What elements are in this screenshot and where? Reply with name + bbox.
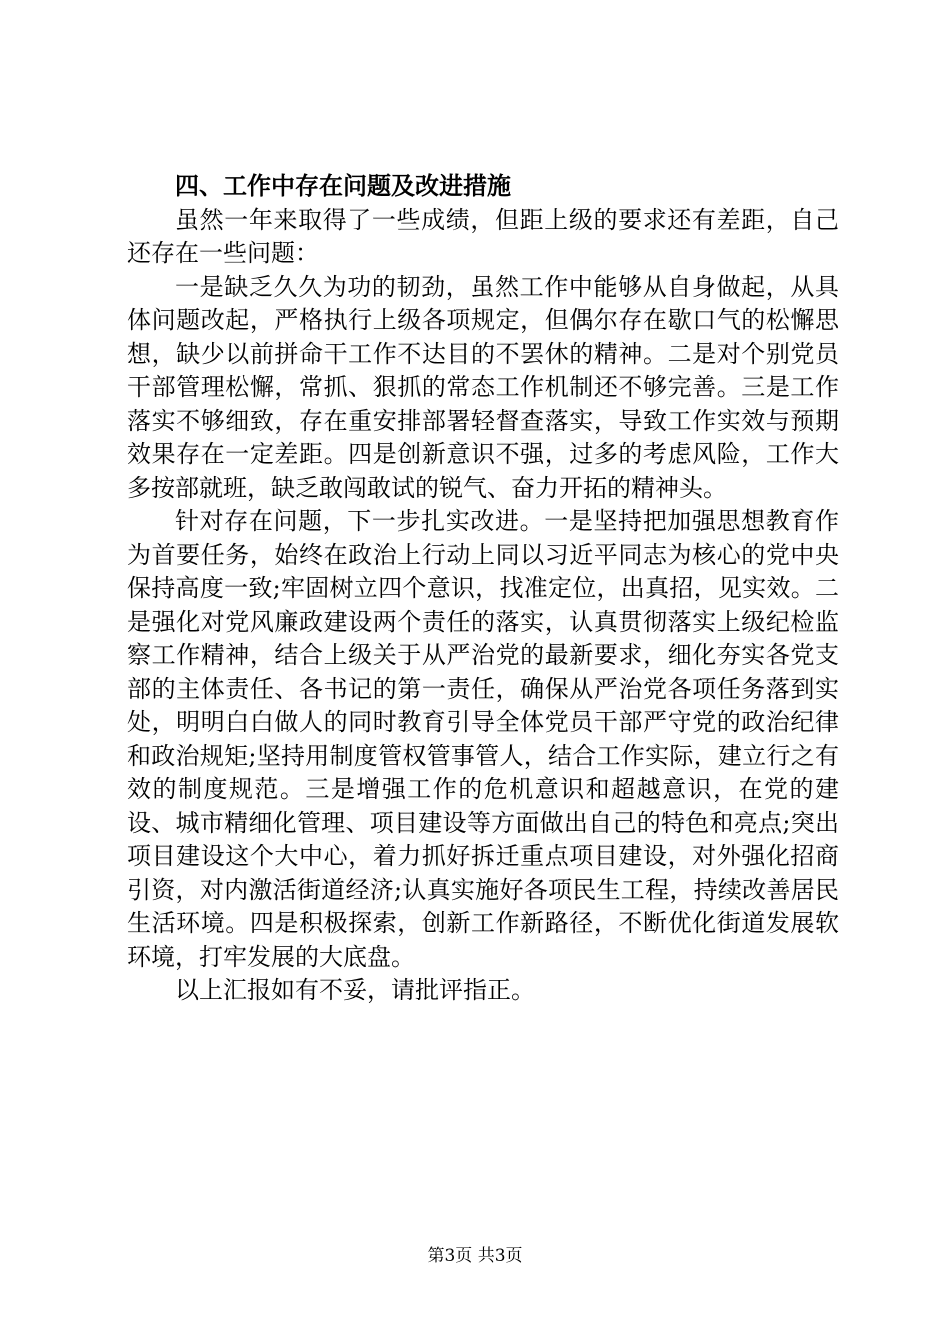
intro-paragraph: 虽然一年来取得了一些成绩，但距上级的要求还有差距，自己还存在一些问题： <box>127 205 839 267</box>
section-heading: 四、工作中存在问题及改进措施 <box>175 172 511 200</box>
improvements-paragraph: 针对存在问题，下一步扎实改进。一是坚持把加强思想教育作为首要任务，始终在政治上行动上同以习近平同志为核心的党中央保持高度一致;牢固树立四个意识，找准定位，出真招，见实效。二是强化对党风廉政建设两个责任的落实，认真贯彻落实上级纪检监察工作精神，结合上级关于从严治党的最新要求，细化夯实各党支部的主体责任、各书记的第一责任，确保从严治党各项任务落到实处，明明白白做人的同时教育引导全体党员干部严守党的政治纪律和政治规矩;坚持用制度管权管事管人，结合工作实际，建立行之有效的制度规范。三是增强工作的危机意识和超越意识，在党的建设、城市精细化管理、项目建设等方面做出自己的特色和亮点;突出项目建设这个大中心，着力抓好拆迁重点项目建设，对外强化招商引资，对内激活街道经济;认真实施好各项民生工程，持续改善居民生活环境。四是积极探索，创新工作新路径，不断优化街道发展软环境，打牢发展的大底盘。 <box>127 507 839 971</box>
closing-paragraph: 以上汇报如有不妥，请批评指正。 <box>175 976 535 1004</box>
page-number-footer: 第3页 共3页 <box>427 1246 523 1266</box>
problems-paragraph: 一是缺乏久久为功的韧劲，虽然工作中能够从自身做起，从具体问题改起，严格执行上级各项规定，但偶尔存在歇口气的松懈思想，缺少以前拼命干工作不达目的不罢休的精神。二是对个别党员干部管理松懈，常抓、狠抓的常态工作机制还不够完善。三是工作落实不够细致，存在重安排部署轻督查落实，导致工作实效与预期效果存在一定差距。四是创新意识不强，过多的考虑风险，工作大多按部就班，缺乏敢闯敢试的锐气、奋力开拓的精神头。 <box>127 272 839 502</box>
document-body <box>127 170 839 1008</box>
